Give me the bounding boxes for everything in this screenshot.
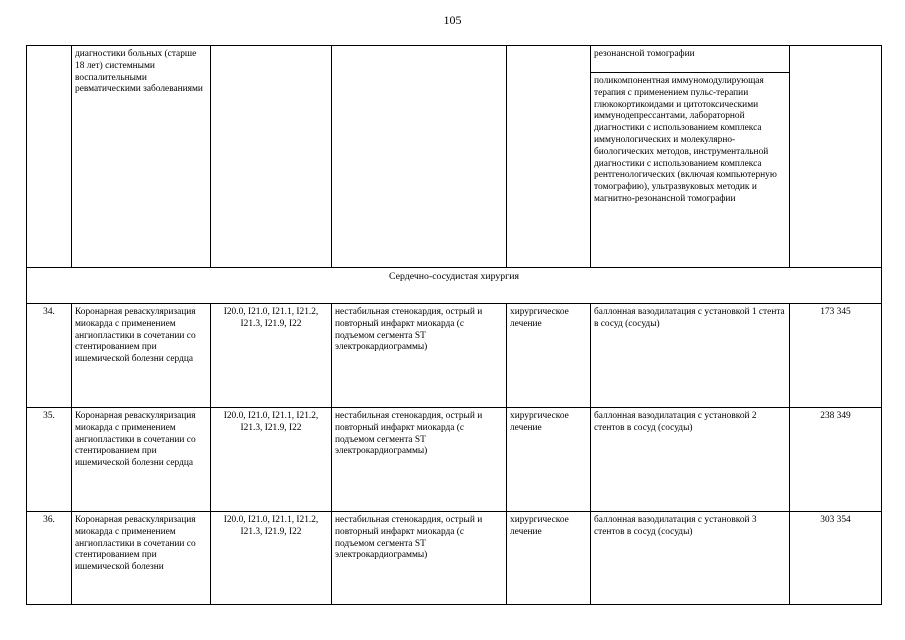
cell-care-name: Коронарная реваскуляризация миокарда с применением ангиопластики в сочетании со стентированием при ишемической болезни сердца — [72, 408, 211, 512]
cell-codes: I20.0, I21.0, I21.1, I21.2, I21.3, I21.9, I22 — [211, 512, 332, 605]
table-row — [27, 512, 882, 605]
cell-treatment-type: хирургическое лечение — [507, 408, 591, 512]
section-row — [27, 268, 882, 304]
cell-price: 303 354 — [790, 512, 882, 605]
medical-care-table — [26, 45, 882, 605]
page-number: 105 — [443, 13, 462, 27]
cell-patient-model: нестабильная стенокардия, острый и повторный инфаркт миокарда (с подъемом сегмента ST электрокардиограммы) — [332, 512, 507, 605]
cell-price — [790, 46, 882, 268]
cell-method: баллонная вазодилатация с установкой 3 стентов в сосуд (сосуды) — [591, 512, 790, 605]
cell-care-name: Коронарная реваскуляризация миокарда с применением ангиопластики в сочетании со стентированием при ишемической болезни — [72, 512, 211, 605]
cell-treatment-type — [507, 46, 591, 268]
cell-care-name: Коронарная реваскуляризация миокарда с применением ангиопластики в сочетании со стентированием при ишемической болезни сердца — [72, 304, 211, 408]
cell-price: 238 349 — [790, 408, 882, 512]
cell-method: баллонная вазодилатация с установкой 2 стентов в сосуд (сосуды) — [591, 408, 790, 512]
cell-codes — [211, 46, 332, 268]
cell-treatment-type: хирургическое лечение — [507, 304, 591, 408]
table-row — [27, 408, 882, 512]
cell-num: 35. — [27, 408, 72, 512]
cell-care-name: диагностики больных (старше 18 лет) системными воспалительными ревматическими заболеваниями — [72, 46, 211, 268]
cell-patient-model: нестабильная стенокардия, острый и повторный инфаркт миокарда (с подъемом сегмента ST электрокардиограммы) — [332, 304, 507, 408]
cell-method: баллонная вазодилатация с установкой 1 стента в сосуд (сосуды) — [591, 304, 790, 408]
table-row-continued — [27, 46, 882, 73]
cell-codes: I20.0, I21.0, I21.1, I21.2, I21.3, I21.9, I22 — [211, 304, 332, 408]
cell-num — [27, 46, 72, 268]
cell-price: 173 345 — [790, 304, 882, 408]
cell-patient-model: нестабильная стенокардия, острый и повторный инфаркт миокарда (с подъемом сегмента ST электрокардиограммы) — [332, 408, 507, 512]
table-row — [27, 304, 882, 408]
cell-method: поликомпонентная иммуномодулирующая терапия с применением пульс-терапии глюкокортикоидами и цитотоксическими иммунодепрессантами, лабораторной диагностики с использованием комплекса иммунологических и молекулярно-биологических методов, инструментальной диагностики с использованием комплекса рентгенологических (включая компьютерную томографию), ультразвуковых методик и магнитно-резонансной томографии — [591, 73, 790, 268]
cell-num: 36. — [27, 512, 72, 605]
cell-treatment-type: хирургическое лечение — [507, 512, 591, 605]
cell-method: резонансной томографии — [591, 46, 790, 73]
cell-codes: I20.0, I21.0, I21.1, I21.2, I21.3, I21.9, I22 — [211, 408, 332, 512]
cell-num: 34. — [27, 304, 72, 408]
section-title: Сердечно-сосудистая хирургия — [27, 268, 882, 304]
cell-patient-model — [332, 46, 507, 268]
